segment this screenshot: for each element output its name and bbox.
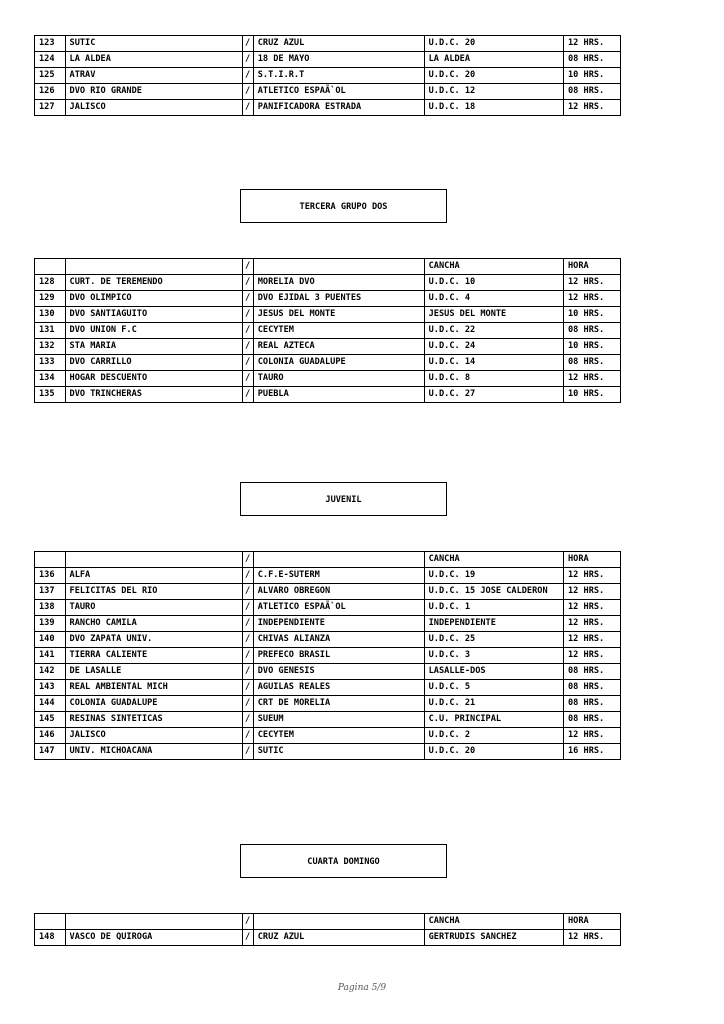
home-team: DVO SANTIAGUITO bbox=[65, 307, 242, 323]
table-row bbox=[35, 568, 621, 584]
table-row bbox=[35, 307, 621, 323]
home-team: TIERRA CALIENTE bbox=[65, 648, 242, 664]
time-cell: 12 HRS. bbox=[564, 275, 621, 291]
away-team: 18 DE MAYO bbox=[253, 52, 424, 68]
header-empty-team-b-cell bbox=[253, 552, 424, 568]
away-team: ATLETICO ESPAÃ`OL bbox=[253, 600, 424, 616]
header-empty-num-cell bbox=[35, 552, 66, 568]
away-team: CHIVAS ALIANZA bbox=[253, 632, 424, 648]
home-team: VASCO DE QUIROGA bbox=[65, 930, 242, 946]
table-row bbox=[35, 600, 621, 616]
vs-separator: / bbox=[242, 930, 253, 946]
table-row bbox=[35, 584, 621, 600]
field-cell: U.D.C. 27 bbox=[424, 387, 563, 403]
table-row bbox=[35, 339, 621, 355]
away-team: INDEPENDIENTE bbox=[253, 616, 424, 632]
home-team: RANCHO CAMILA bbox=[65, 616, 242, 632]
field-cell: U.D.C. 3 bbox=[424, 648, 563, 664]
time-cell: 12 HRS. bbox=[564, 930, 621, 946]
time-cell: 12 HRS. bbox=[564, 632, 621, 648]
match-number: 140 bbox=[35, 632, 66, 648]
away-team: AGUILAS REALES bbox=[253, 680, 424, 696]
table-row bbox=[35, 680, 621, 696]
header-separator: / bbox=[242, 259, 253, 275]
field-cell: U.D.C. 18 bbox=[424, 100, 563, 116]
away-team: DVO EJIDAL 3 PUENTES bbox=[253, 291, 424, 307]
match-number: 148 bbox=[35, 930, 66, 946]
header-empty-team-a-cell bbox=[65, 552, 242, 568]
vs-separator: / bbox=[242, 275, 253, 291]
away-team: TAURO bbox=[253, 371, 424, 387]
field-cell: U.D.C. 20 bbox=[424, 36, 563, 52]
match-number: 130 bbox=[35, 307, 66, 323]
match-number: 124 bbox=[35, 52, 66, 68]
away-team: PUEBLA bbox=[253, 387, 424, 403]
field-cell: U.D.C. 14 bbox=[424, 355, 563, 371]
header-separator: / bbox=[242, 552, 253, 568]
table-row bbox=[35, 36, 621, 52]
away-team: COLONIA GUADALUPE bbox=[253, 355, 424, 371]
time-cell: 08 HRS. bbox=[564, 355, 621, 371]
home-team: FELICITAS DEL RIO bbox=[65, 584, 242, 600]
home-team: LA ALDEA bbox=[65, 52, 242, 68]
vs-separator: / bbox=[242, 100, 253, 116]
away-team: SUTIC bbox=[253, 744, 424, 760]
vs-separator: / bbox=[242, 339, 253, 355]
field-cell: U.D.C. 21 bbox=[424, 696, 563, 712]
field-cell: U.D.C. 2 bbox=[424, 728, 563, 744]
match-number: 144 bbox=[35, 696, 66, 712]
match-number: 123 bbox=[35, 36, 66, 52]
header-empty-num-cell bbox=[35, 914, 66, 930]
home-team: ALFA bbox=[65, 568, 242, 584]
table-header-row bbox=[35, 552, 621, 568]
away-team: SUEUM bbox=[253, 712, 424, 728]
table-header-row bbox=[35, 259, 621, 275]
away-team: CECYTEM bbox=[253, 728, 424, 744]
table-header-row bbox=[35, 914, 621, 930]
time-cell: 10 HRS. bbox=[564, 339, 621, 355]
table-row bbox=[35, 930, 621, 946]
home-team: CURT. DE TEREMENDO bbox=[65, 275, 242, 291]
section-title-tercera-grupo-dos: TERCERA GRUPO DOS bbox=[240, 189, 447, 223]
table-row bbox=[35, 712, 621, 728]
home-team: JALISCO bbox=[65, 100, 242, 116]
home-team: DVO CARRILLO bbox=[65, 355, 242, 371]
vs-separator: / bbox=[242, 616, 253, 632]
schedule-table-juvenil bbox=[34, 551, 621, 760]
vs-separator: / bbox=[242, 664, 253, 680]
header-hora: HORA bbox=[564, 552, 621, 568]
match-number: 135 bbox=[35, 387, 66, 403]
field-cell: U.D.C. 20 bbox=[424, 68, 563, 84]
home-team: DVO TRINCHERAS bbox=[65, 387, 242, 403]
field-cell: LASALLE-DOS bbox=[424, 664, 563, 680]
away-team: C.F.E-SUTERM bbox=[253, 568, 424, 584]
time-cell: 12 HRS. bbox=[564, 616, 621, 632]
away-team: PREFECO BRASIL bbox=[253, 648, 424, 664]
vs-separator: / bbox=[242, 84, 253, 100]
header-empty-team-a-cell bbox=[65, 259, 242, 275]
time-cell: 08 HRS. bbox=[564, 712, 621, 728]
field-cell: U.D.C. 12 bbox=[424, 84, 563, 100]
field-cell: U.D.C. 4 bbox=[424, 291, 563, 307]
match-number: 136 bbox=[35, 568, 66, 584]
away-team: CRUZ AZUL bbox=[253, 930, 424, 946]
home-team: HOGAR DESCUENTO bbox=[65, 371, 242, 387]
time-cell: 08 HRS. bbox=[564, 323, 621, 339]
match-number: 139 bbox=[35, 616, 66, 632]
field-cell: U.D.C. 22 bbox=[424, 323, 563, 339]
field-cell: INDEPENDIENTE bbox=[424, 616, 563, 632]
home-team: DVO UNION F.C bbox=[65, 323, 242, 339]
match-number: 145 bbox=[35, 712, 66, 728]
field-cell: U.D.C. 24 bbox=[424, 339, 563, 355]
vs-separator: / bbox=[242, 600, 253, 616]
vs-separator: / bbox=[242, 371, 253, 387]
home-team: DVO ZAPATA UNIV. bbox=[65, 632, 242, 648]
field-cell: U.D.C. 1 bbox=[424, 600, 563, 616]
time-cell: 10 HRS. bbox=[564, 307, 621, 323]
table-row bbox=[35, 52, 621, 68]
header-empty-team-b-cell bbox=[253, 259, 424, 275]
vs-separator: / bbox=[242, 632, 253, 648]
page-number: Pagina 5/9 bbox=[337, 983, 387, 993]
away-team: JESUS DEL MONTE bbox=[253, 307, 424, 323]
table-row bbox=[35, 68, 621, 84]
away-team: CRT DE MORELIA bbox=[253, 696, 424, 712]
schedule-table-cuarta-domingo bbox=[34, 913, 621, 946]
time-cell: 08 HRS. bbox=[564, 696, 621, 712]
field-cell: U.D.C. 10 bbox=[424, 275, 563, 291]
away-team: ALVARO OBREGON bbox=[253, 584, 424, 600]
match-number: 143 bbox=[35, 680, 66, 696]
section-title-cuarta-domingo: CUARTA DOMINGO bbox=[240, 844, 447, 878]
match-number: 147 bbox=[35, 744, 66, 760]
table-row bbox=[35, 371, 621, 387]
field-cell: U.D.C. 15 JOSE CALDERON bbox=[424, 584, 563, 600]
table-row bbox=[35, 616, 621, 632]
field-cell: GERTRUDIS SANCHEZ bbox=[424, 930, 563, 946]
time-cell: 12 HRS. bbox=[564, 728, 621, 744]
match-number: 129 bbox=[35, 291, 66, 307]
match-number: 133 bbox=[35, 355, 66, 371]
time-cell: 12 HRS. bbox=[564, 600, 621, 616]
vs-separator: / bbox=[242, 584, 253, 600]
header-cancha: CANCHA bbox=[424, 552, 563, 568]
table-row bbox=[35, 696, 621, 712]
table-row bbox=[35, 291, 621, 307]
table-row bbox=[35, 728, 621, 744]
field-cell: C.U. PRINCIPAL bbox=[424, 712, 563, 728]
time-cell: 12 HRS. bbox=[564, 291, 621, 307]
header-cancha: CANCHA bbox=[424, 914, 563, 930]
home-team: ATRAV bbox=[65, 68, 242, 84]
table-row bbox=[35, 744, 621, 760]
vs-separator: / bbox=[242, 355, 253, 371]
home-team: RESINAS SINTETICAS bbox=[65, 712, 242, 728]
away-team: ATLETICO ESPAÃ`OL bbox=[253, 84, 424, 100]
vs-separator: / bbox=[242, 68, 253, 84]
vs-separator: / bbox=[242, 291, 253, 307]
away-team: CRUZ AZUL bbox=[253, 36, 424, 52]
match-number: 134 bbox=[35, 371, 66, 387]
home-team: COLONIA GUADALUPE bbox=[65, 696, 242, 712]
match-number: 127 bbox=[35, 100, 66, 116]
vs-separator: / bbox=[242, 323, 253, 339]
header-empty-team-a-cell bbox=[65, 914, 242, 930]
match-number: 131 bbox=[35, 323, 66, 339]
field-cell: U.D.C. 20 bbox=[424, 744, 563, 760]
home-team: UNIV. MICHOACANA bbox=[65, 744, 242, 760]
field-cell: U.D.C. 8 bbox=[424, 371, 563, 387]
field-cell: U.D.C. 25 bbox=[424, 632, 563, 648]
table-row bbox=[35, 100, 621, 116]
away-team: CECYTEM bbox=[253, 323, 424, 339]
vs-separator: / bbox=[242, 52, 253, 68]
table-row bbox=[35, 632, 621, 648]
schedule-table-top bbox=[34, 35, 621, 116]
home-team: DE LASALLE bbox=[65, 664, 242, 680]
table-row bbox=[35, 275, 621, 291]
time-cell: 10 HRS. bbox=[564, 387, 621, 403]
home-team: JALISCO bbox=[65, 728, 242, 744]
time-cell: 12 HRS. bbox=[564, 568, 621, 584]
time-cell: 12 HRS. bbox=[564, 100, 621, 116]
header-empty-num-cell bbox=[35, 259, 66, 275]
time-cell: 08 HRS. bbox=[564, 84, 621, 100]
table-row bbox=[35, 664, 621, 680]
table-row bbox=[35, 648, 621, 664]
home-team: DVO OLIMPICO bbox=[65, 291, 242, 307]
time-cell: 08 HRS. bbox=[564, 680, 621, 696]
vs-separator: / bbox=[242, 712, 253, 728]
match-number: 142 bbox=[35, 664, 66, 680]
away-team: DVO GENESIS bbox=[253, 664, 424, 680]
section-title-juvenil: JUVENIL bbox=[240, 482, 447, 516]
home-team: TAURO bbox=[65, 600, 242, 616]
vs-separator: / bbox=[242, 696, 253, 712]
time-cell: 08 HRS. bbox=[564, 52, 621, 68]
time-cell: 12 HRS. bbox=[564, 584, 621, 600]
field-cell: LA ALDEA bbox=[424, 52, 563, 68]
home-team: REAL AMBIENTAL MICH bbox=[65, 680, 242, 696]
table-row bbox=[35, 323, 621, 339]
header-hora: HORA bbox=[564, 259, 621, 275]
match-number: 132 bbox=[35, 339, 66, 355]
match-number: 138 bbox=[35, 600, 66, 616]
away-team: S.T.I.R.T bbox=[253, 68, 424, 84]
vs-separator: / bbox=[242, 744, 253, 760]
table-row bbox=[35, 387, 621, 403]
vs-separator: / bbox=[242, 568, 253, 584]
away-team: REAL AZTECA bbox=[253, 339, 424, 355]
time-cell: 12 HRS. bbox=[564, 648, 621, 664]
match-number: 137 bbox=[35, 584, 66, 600]
time-cell: 08 HRS. bbox=[564, 664, 621, 680]
away-team: PANIFICADORA ESTRADA bbox=[253, 100, 424, 116]
time-cell: 10 HRS. bbox=[564, 68, 621, 84]
match-number: 126 bbox=[35, 84, 66, 100]
time-cell: 12 HRS. bbox=[564, 36, 621, 52]
header-empty-team-b-cell bbox=[253, 914, 424, 930]
field-cell: U.D.C. 5 bbox=[424, 680, 563, 696]
header-separator: / bbox=[242, 914, 253, 930]
home-team: DVO RIO GRANDE bbox=[65, 84, 242, 100]
vs-separator: / bbox=[242, 307, 253, 323]
match-number: 146 bbox=[35, 728, 66, 744]
vs-separator: / bbox=[242, 728, 253, 744]
vs-separator: / bbox=[242, 387, 253, 403]
table-row bbox=[35, 355, 621, 371]
header-cancha: CANCHA bbox=[424, 259, 563, 275]
time-cell: 16 HRS. bbox=[564, 744, 621, 760]
vs-separator: / bbox=[242, 36, 253, 52]
table-row bbox=[35, 84, 621, 100]
time-cell: 12 HRS. bbox=[564, 371, 621, 387]
vs-separator: / bbox=[242, 680, 253, 696]
match-number: 128 bbox=[35, 275, 66, 291]
away-team: MORELIA DVO bbox=[253, 275, 424, 291]
field-cell: U.D.C. 19 bbox=[424, 568, 563, 584]
vs-separator: / bbox=[242, 648, 253, 664]
header-hora: HORA bbox=[564, 914, 621, 930]
home-team: STA MARIA bbox=[65, 339, 242, 355]
field-cell: JESUS DEL MONTE bbox=[424, 307, 563, 323]
match-number: 125 bbox=[35, 68, 66, 84]
home-team: SUTIC bbox=[65, 36, 242, 52]
schedule-table-tercera-grupo-dos bbox=[34, 258, 621, 403]
match-number: 141 bbox=[35, 648, 66, 664]
